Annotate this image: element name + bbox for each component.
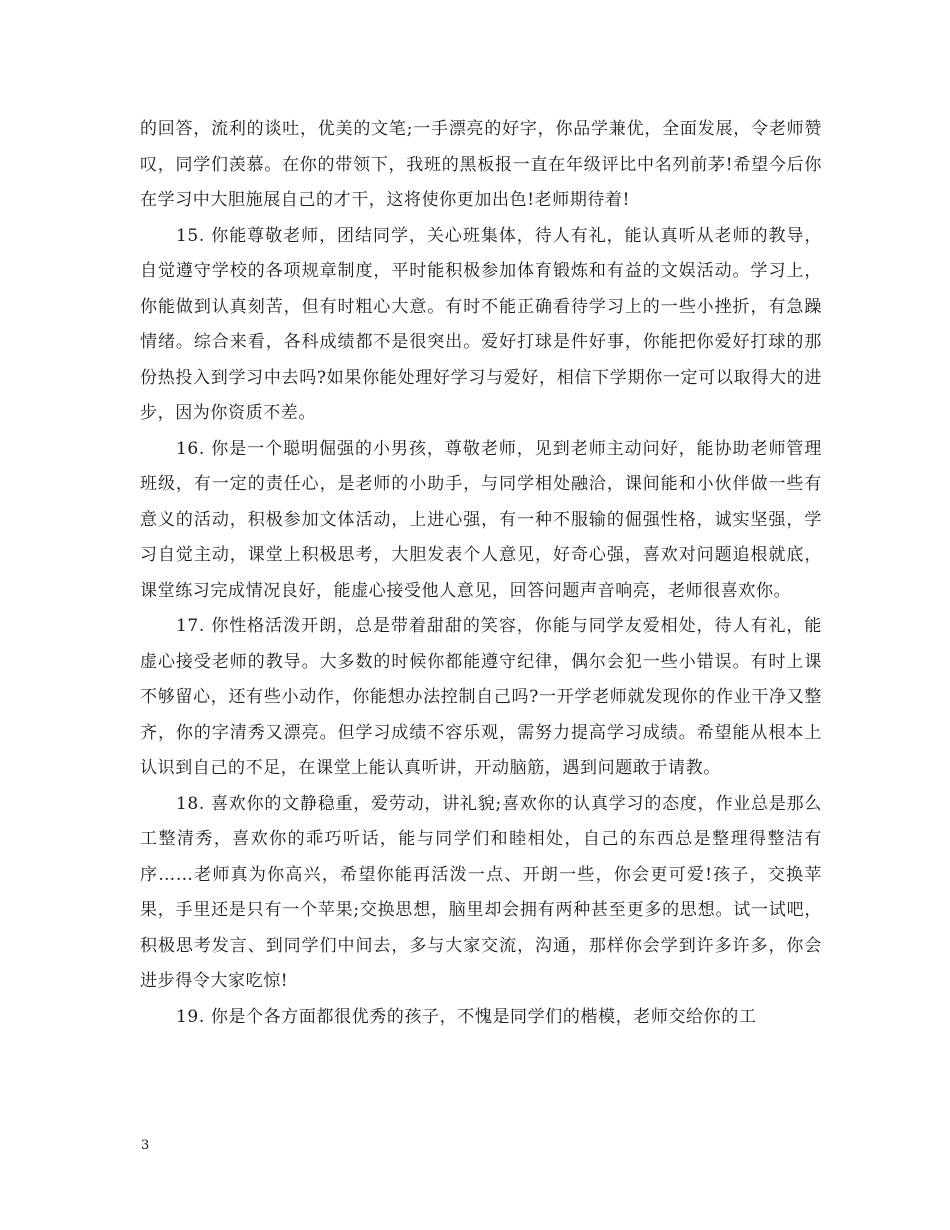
page-number: 3 — [141, 1138, 150, 1153]
paragraph-comment-17: 17. 你性格活泼开朗，总是带着甜甜的笑容，你能与同学友爱相处，待人有礼，能虚心接受老师的教导。大多数的时候你都能遵守纪律，偶尔会犯一些小错误。有时上课不够留心，还有些小动作，你能想办法控制自己吗?一开学老师就发现你的作业干净又整齐，你的字清秀又漂亮。但学习成绩不容乐观，需努力提高学习成绩。希望能从根本上认识到自己的不足，在课堂上能认真听讲，开动脑筋，遇到问题敢于请教。 — [140, 616, 822, 778]
paragraph-comment-16: 16. 你是一个聪明倔强的小男孩，尊敬老师，见到老师主动问好，能协助老师管理班级，有一定的责任心，是老师的小助手，与同学相处融洽，课间能和小伙伴做一些有意义的活动，积极参加文体活动，上进心强，有一种不服输的倔强性格，诚实坚强，学习自觉主动，课堂上积极思考，大胆发表个人意见，好奇心强，喜欢对问题追根就底，课堂练习完成情况良好，能虚心接受他人意见，回答问题声音响亮，老师很喜欢你。 — [140, 438, 822, 601]
paragraph-continuation: 的回答，流利的谈吐，优美的文笔;一手漂亮的好字，你品学兼优，全面发展，令老师赞叹，同学们羡慕。在你的带领下，我班的黑板报一直在年级评比中名列前茅!希望今后你在学习中大胆施展自己的才干，这将使你更加出色!老师期待着! — [140, 119, 822, 210]
paragraph-comment-18: 18. 喜欢你的文静稳重，爱劳动，讲礼貌;喜欢你的认真学习的态度，作业总是那么工整清秀，喜欢你的乖巧听话，能与同学们和睦相处，自己的东西总是整理得整洁有序……老师真为你高兴，希望你能再活泼一点、开朗一些，你会更可爱!孩子，交换苹果，手里还是只有一个苹果;交换思想，脑里却会拥有两种甚至更多的思想。试一试吧，积极思考发言、到同学们中间去，多与大家交流，沟通，那样你会学到许多许多，你会进步得令大家吃惊! — [140, 793, 822, 991]
paragraph-comment-19: 19. 你是个各方面都很优秀的孩子，不愧是同学们的楷模，老师交给你的工 — [176, 1006, 757, 1027]
paragraph-comment-15: 15. 你能尊敬老师，团结同学，关心班集体，待人有礼，能认真听从老师的教导，自觉遵守学校的各项规章制度，平时能积极参加体育锻炼和有益的文娱活动。学习上，你能做到认真刻苦，但有时粗心大意。有时不能正确看待学习上的一些小挫折，有急躁情绪。综合来看，各科成绩都不是很突出。爱好打球是件好事，你能把你爱好打球的那份热投入到学习中去吗?如果你能处理好学习与爱好，相信下学期你一定可以取得大的进步，因为你资质不差。 — [140, 225, 822, 423]
document-body — [140, 112, 822, 1035]
